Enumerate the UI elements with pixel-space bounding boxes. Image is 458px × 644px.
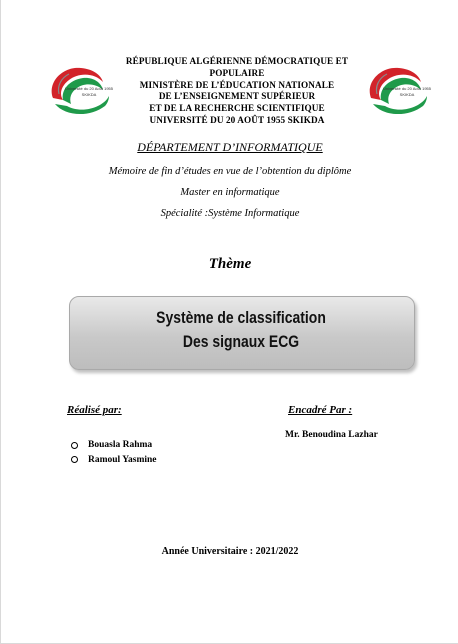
memoire-line: Mémoire de fin d’études en vue de l’obtention du diplôme — [108, 166, 352, 177]
university-logo-right — [363, 60, 435, 122]
specialite-line: Spécialité :Système Informatique — [160, 208, 300, 219]
realise-label: Réalisé par: — [67, 404, 122, 416]
theme-title-line2: Des signaux ECG — [182, 332, 300, 351]
theme-label: Thème — [208, 256, 252, 272]
theme-title — [100, 306, 382, 354]
svg-text:Université du 20 Août 1955: Université du 20 Août 1955 — [382, 86, 432, 91]
circle-bullet-icon — [71, 442, 78, 449]
circle-bullet-icon — [71, 456, 78, 463]
theme-title-line1: Système de classification — [156, 308, 326, 327]
author-name: Bouasla Rahma — [88, 440, 153, 450]
header-line: ET DE LA RECHERCHE SCIENTIFIQUE — [149, 103, 325, 114]
list-item — [71, 438, 157, 453]
header-line: DE L’ENSEIGNEMENT SUPÉRIEUR — [158, 91, 316, 102]
svg-text:Université du 20 Août 1955: Université du 20 Août 1955 — [64, 86, 114, 91]
list-item — [71, 453, 157, 468]
institution-header — [119, 56, 355, 127]
department-title: DÉPARTEMENT D’INFORMATIQUE — [137, 140, 323, 154]
author-name: Ramoul Yasmine — [88, 454, 157, 465]
svg-text:SKIKDA: SKIKDA — [399, 92, 415, 97]
academic-year: Année Universitaire : 2021/2022 — [161, 546, 299, 557]
supervisor-name: Mr. Benoudina Lazhar — [285, 430, 378, 440]
university-logo-left — [45, 60, 117, 122]
header-line: POPULAIRE — [209, 67, 265, 78]
header-line: UNIVERSITÉ DU 20 AOÛT 1955 SKIKDA — [149, 114, 325, 125]
encadre-label: Encadré Par : — [288, 404, 353, 416]
header-line: RÉPUBLIQUE ALGÉRIENNE DÉMOCRATIQUE ET — [125, 56, 349, 66]
header-line: MINISTÈRE DE L’ÉDUCATION NATIONALE — [139, 79, 335, 90]
authors-list — [71, 438, 157, 467]
master-line: Master en informatique — [180, 187, 280, 198]
svg-text:SKIKDA: SKIKDA — [81, 92, 97, 97]
